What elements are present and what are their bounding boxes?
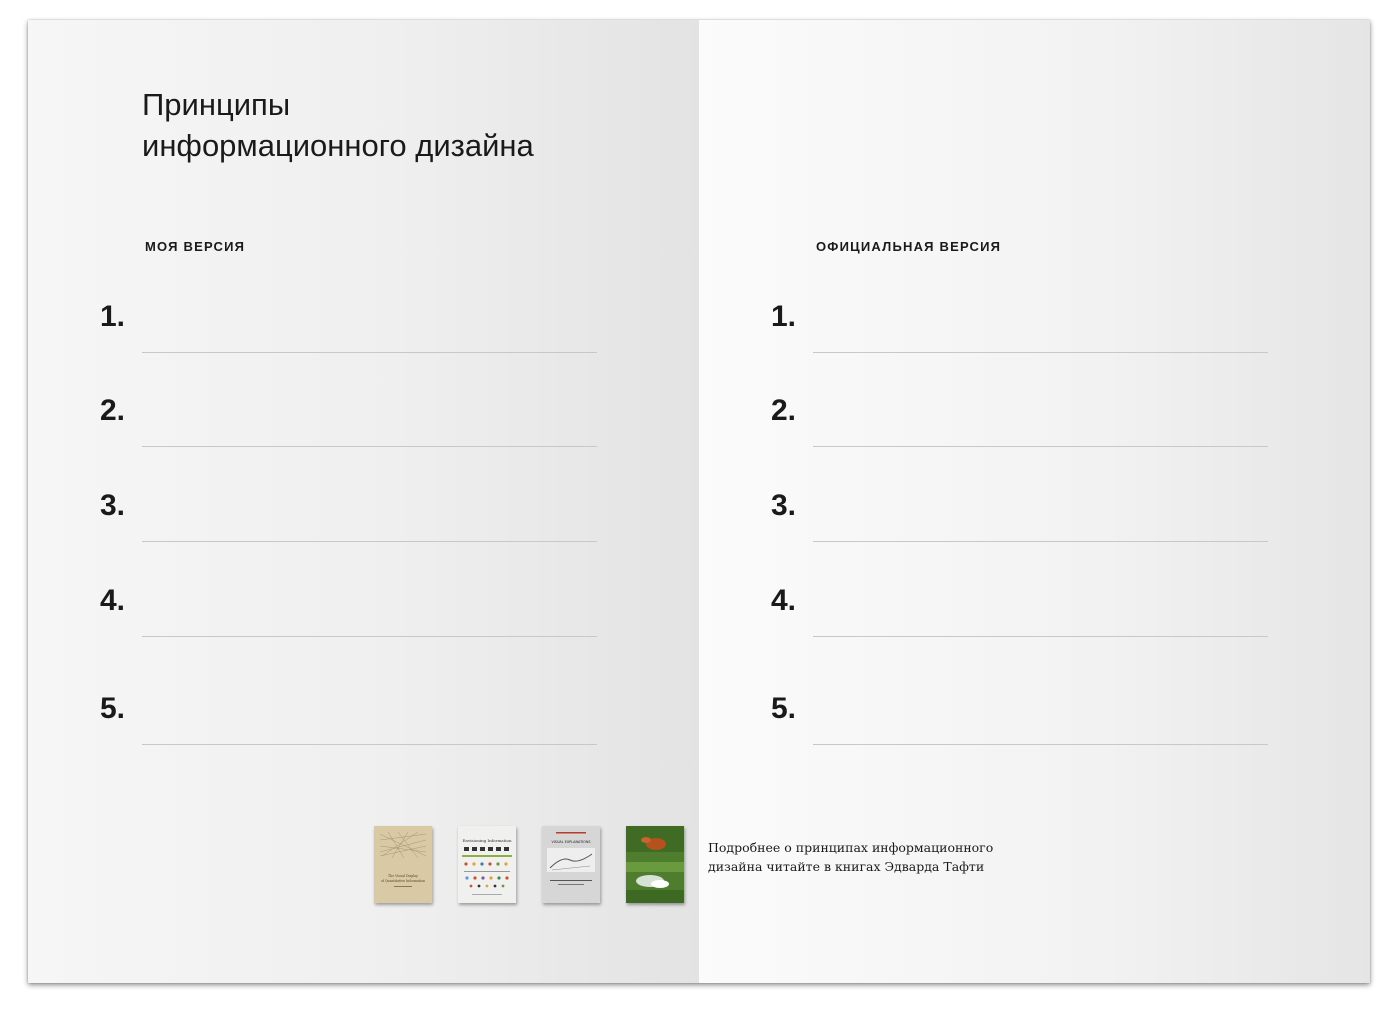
my-version-item-2	[100, 372, 600, 432]
note-line-1: Подробнее о принципах информационного	[708, 840, 994, 855]
write-in-line[interactable]	[813, 636, 1268, 637]
visual-display-title-2: of Quantitative Information	[380, 879, 426, 883]
my-version-item-4	[100, 562, 600, 622]
item-number: 5.	[100, 692, 126, 725]
write-in-line[interactable]	[813, 744, 1268, 745]
item-number: 2.	[100, 394, 126, 427]
book-cover-envisioning	[458, 826, 516, 903]
my-version-label: МОЯ ВЕРСИЯ	[145, 239, 246, 254]
page-title-line-2: информационного дизайна	[142, 128, 534, 163]
item-number: 4.	[100, 584, 126, 617]
book-cover-visual-explanations	[542, 826, 600, 903]
tufte-books-note	[708, 838, 1008, 876]
write-in-line[interactable]	[142, 446, 597, 447]
book-cover-visual-display	[374, 826, 432, 903]
book-covers	[374, 826, 694, 906]
write-in-line[interactable]	[813, 446, 1268, 447]
visual-explanations-cover-art	[542, 826, 600, 903]
envisioning-title: Envisioning Information	[462, 838, 512, 843]
official-version-item-5	[771, 670, 1271, 730]
right-page	[699, 20, 1370, 983]
my-version-item-3	[100, 467, 600, 527]
page-title	[142, 84, 534, 166]
item-number: 1.	[100, 300, 126, 333]
write-in-line[interactable]	[142, 541, 597, 542]
item-number: 1.	[771, 300, 797, 333]
official-version-item-3	[771, 467, 1271, 527]
write-in-line[interactable]	[813, 352, 1268, 353]
my-version-item-1	[100, 278, 600, 338]
official-version-item-1	[771, 278, 1271, 338]
book-cover-beautiful-evidence	[626, 826, 684, 903]
visual-display-title-1: The Visual Display	[388, 874, 418, 878]
item-number: 3.	[100, 489, 126, 522]
envisioning-cover-art	[458, 826, 516, 903]
item-number: 4.	[771, 584, 797, 617]
write-in-line[interactable]	[142, 744, 597, 745]
write-in-line[interactable]	[142, 352, 597, 353]
visual-explanations-title: VISUAL EXPLANATIONS	[551, 840, 591, 844]
my-version-item-5	[100, 670, 600, 730]
page-title-line-1: Принципы	[142, 87, 291, 122]
item-number: 2.	[771, 394, 797, 427]
beautiful-evidence-cover-art	[626, 826, 684, 903]
visual-display-cover-art	[374, 826, 432, 903]
write-in-line[interactable]	[142, 636, 597, 637]
official-version-item-2	[771, 372, 1271, 432]
note-line-2: дизайна читайте в книгах Эдварда Тафти	[708, 859, 985, 874]
left-page	[28, 20, 699, 983]
item-number: 5.	[771, 692, 797, 725]
official-version-item-4	[771, 562, 1271, 622]
book-spread	[28, 20, 1370, 983]
item-number: 3.	[771, 489, 797, 522]
official-version-label: ОФИЦИАЛЬНАЯ ВЕРСИЯ	[816, 239, 1002, 254]
write-in-line[interactable]	[813, 541, 1268, 542]
